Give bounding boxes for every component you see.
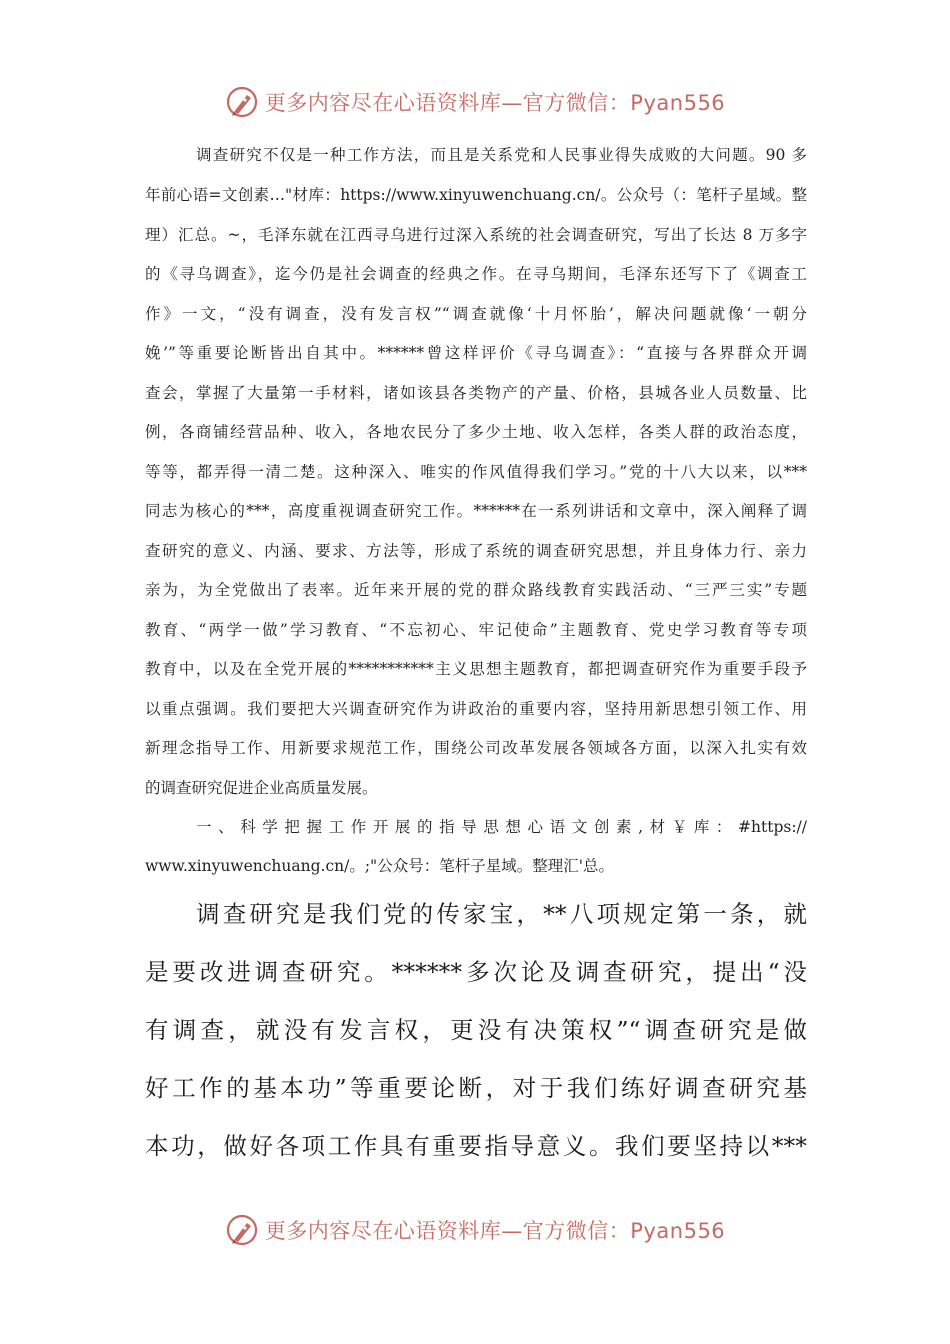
section-heading — [145, 815, 807, 879]
banner-text: 更多内容尽在心语资料库—官方微信：Pyan556 — [264, 1219, 726, 1243]
text-line: 新理念指导工作、用新要求规范工作，围绕公司改革发展各领域各方面，以深入扎实有效 — [145, 739, 807, 757]
pen-nib-logo — [225, 85, 259, 119]
text-line: 理）汇总。~，毛泽东就在江西寻乌进行过深入系统的社会调查研究，写出了长达 8 万多字 — [145, 226, 807, 244]
text-line: 年前心语=文创素…"材库：https://www.xinyuwenchuang.cn/。公众号（：笔杆子星域。整 — [145, 186, 807, 204]
footer-banner — [0, 1210, 950, 1250]
text-line: 教育、“两学一做”学习教育、“不忘初心、牢记使命”主题教育、党史学习教育等专项 — [145, 621, 807, 639]
text-line: 娩’”等重要论断皆出自其中。******曾这样评价《寻乌调查》：“直接与各界群众开调 — [145, 344, 807, 362]
text-line: 作》一文，“没有调查，没有发言权”“调查就像‘十月怀胎’，解决问题就像‘一朝分 — [145, 305, 807, 323]
text-line: 查会，掌握了大量第一手材料，诸如该县各类物产的产量、价格，县城各业人员数量、比 — [145, 384, 807, 402]
text-line: 调查研究不仅是一种工作方法，而且是关系党和人民事业得失成败的大问题。90 多 — [196, 146, 807, 164]
pen-nib-logo — [225, 1213, 259, 1247]
header-banner — [0, 82, 950, 122]
text-line: 查研究的意义、内涵、要求、方法等，形成了系统的调查研究思想，并且身体力行、亲力 — [145, 542, 807, 560]
text-line: 本功，做好各项工作具有重要指导意义。我们要坚持以*** — [145, 1132, 807, 1160]
paragraph-intro — [145, 143, 807, 803]
banner-text: 更多内容尽在心语资料库—官方微信：Pyan556 — [264, 91, 726, 115]
text-line: 调查研究是我们党的传家宝，**八项规定第一条，就 — [196, 900, 807, 928]
text-line: 有调查，就没有发言权，更没有决策权”“调查研究是做 — [145, 1016, 807, 1044]
text-line: 同志为核心的***，高度重视调查研究工作。******在一系列讲话和文章中，深入阐释了调 — [145, 502, 807, 520]
heading-line: 一、科学把握工作开展的指导思想心语文创素,材￥库：#https:// — [196, 818, 807, 836]
text-line: 例，各商铺经营品种、收入，各地农民分了多少土地、收入怎样，各类人群的政治态度， — [145, 423, 807, 441]
text-line: 亲为，为全党做出了表率。近年来开展的党的群众路线教育实践活动、“三严三实”专题 — [145, 581, 807, 599]
text-line: 是要改进调查研究。******多次论及调查研究，提出“没 — [145, 958, 807, 986]
text-line: 等等，都弄得一清二楚。这种深入、唯实的作风值得我们学习。”党的十八大以来，以*** — [145, 463, 807, 481]
text-line: 以重点强调。我们要把大兴调查研究作为讲政治的重要内容，坚持用新思想引领工作、用 — [145, 700, 807, 718]
text-line: 教育中，以及在全党开展的***********主义思想主题教育，都把调查研究作为重要手段予 — [145, 660, 807, 678]
heading-line: www.xinyuwenchuang.cn/。;"公众号：笔杆子星域。整理汇'总。 — [145, 857, 614, 875]
text-line: 好工作的基本功”等重要论断，对于我们练好调查研究基 — [145, 1074, 807, 1102]
text-line: 的《寻乌调查》，迄今仍是社会调查的经典之作。在寻乌期间，毛泽东还写下了《调查工 — [145, 265, 807, 283]
paragraph-large — [145, 896, 807, 1176]
text-line: 的调查研究促进企业高质量发展。 — [145, 779, 378, 797]
